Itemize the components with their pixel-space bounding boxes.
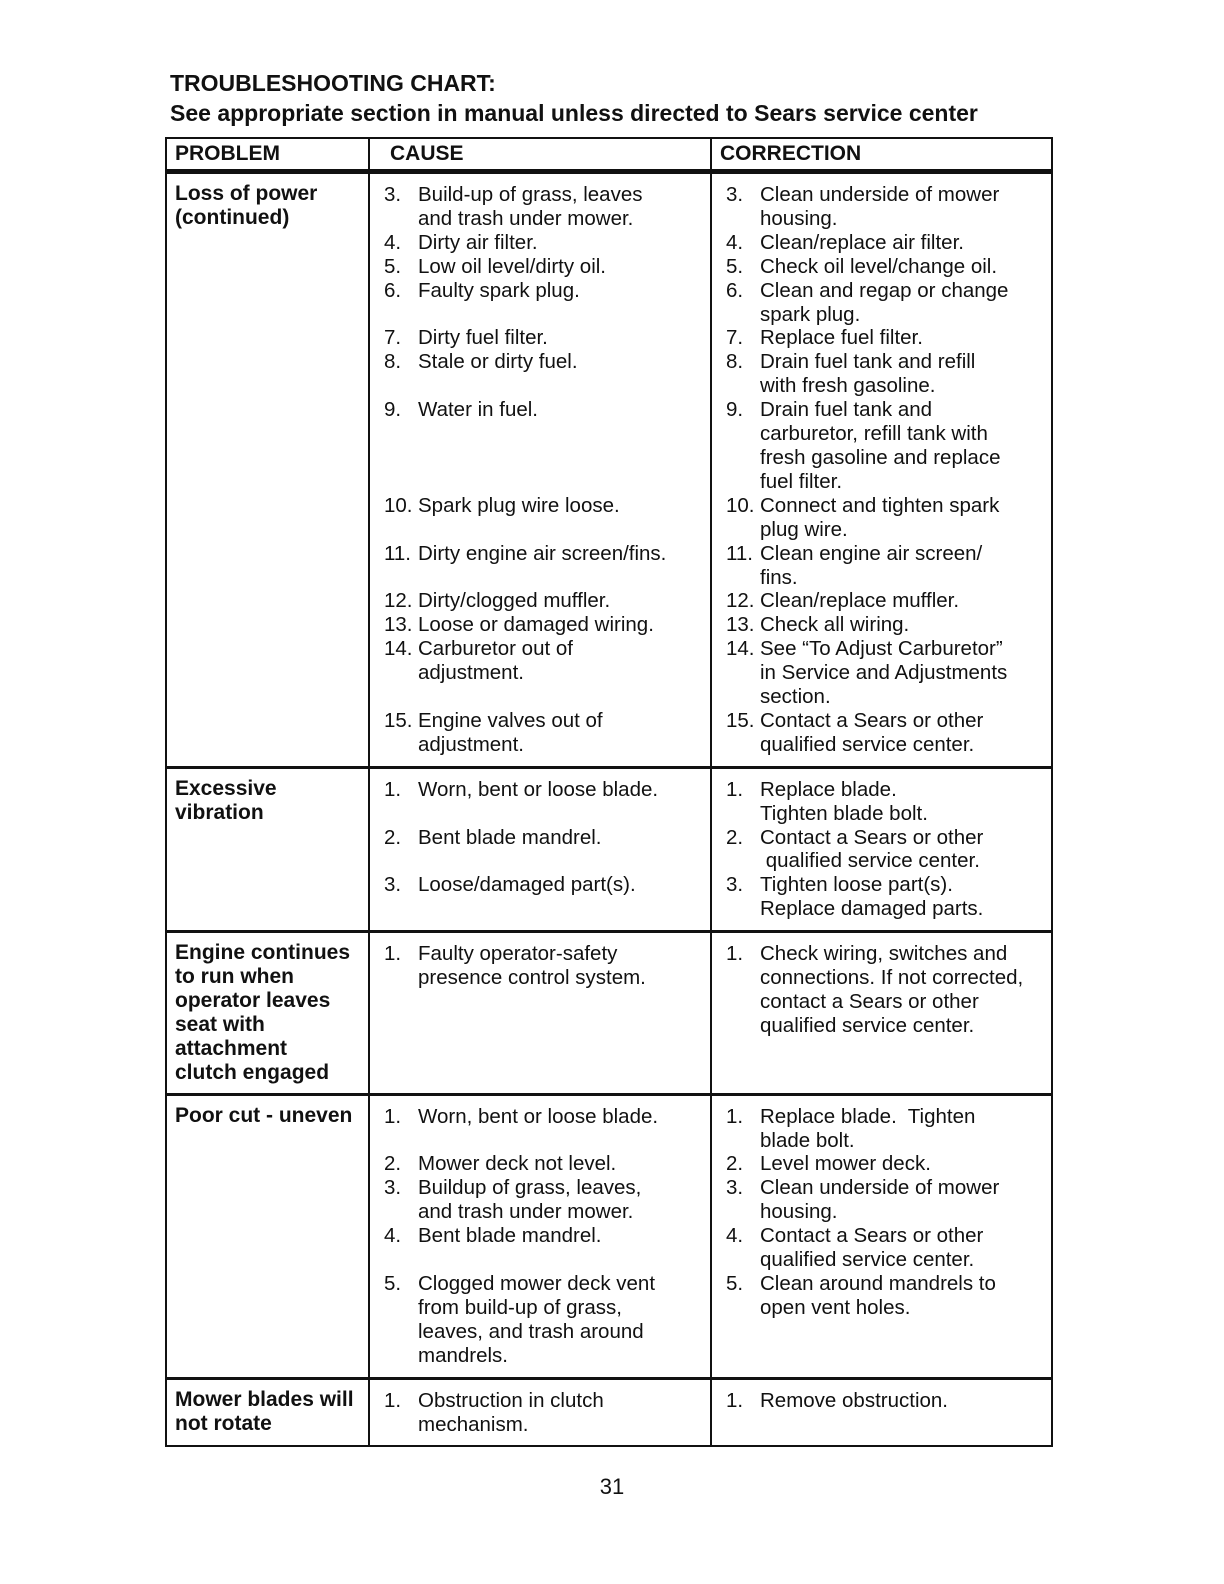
- cause-line: Buildup of grass, leaves,: [418, 1176, 642, 1200]
- correction-item: [712, 1224, 1051, 1272]
- cause-item: [370, 326, 712, 350]
- cause-text: [418, 231, 538, 255]
- problem-cell: [167, 1096, 370, 1377]
- correction-line: Replace fuel filter.: [760, 326, 923, 350]
- item-number: 9.: [384, 398, 402, 422]
- cause-text: [418, 1224, 601, 1272]
- correction-item: [712, 1176, 1051, 1224]
- correction-line: Contact a Sears or other: [760, 825, 984, 849]
- correction-item: [712, 542, 1051, 590]
- cause-text: [418, 1176, 641, 1224]
- problem-cell: [167, 933, 370, 1092]
- correction-line: fuel filter.: [760, 469, 843, 493]
- item-number: 8.: [726, 350, 744, 374]
- item-number: 11.: [384, 541, 411, 565]
- item-number: 5.: [384, 254, 402, 278]
- correction-line: open vent holes.: [760, 1295, 911, 1319]
- correction-line: housing.: [760, 206, 838, 230]
- correction-line: Clean underside of mower: [760, 183, 1000, 206]
- cause-line: Bent blade mandrel.: [418, 1224, 602, 1248]
- problem-cell: [167, 174, 370, 766]
- correction-text: [760, 494, 999, 542]
- cause-line: Carburetor out of: [418, 637, 573, 661]
- cause-item: [370, 542, 712, 590]
- correction-line: Replace blade.: [760, 777, 897, 801]
- cause-text: [418, 826, 601, 874]
- cause-line: Dirty/clogged muffler.: [418, 589, 611, 613]
- cause-text: [418, 542, 666, 590]
- item-number: 5.: [384, 1271, 402, 1295]
- correction-text: [760, 1224, 983, 1272]
- table-row: [167, 1377, 1051, 1446]
- item-number: 2.: [384, 1152, 402, 1176]
- correction-line: housing.: [760, 1200, 838, 1224]
- cause-text: [418, 1272, 655, 1368]
- correction-line: Check wiring, switches and: [760, 942, 1008, 966]
- table-header: [167, 139, 1051, 171]
- correction-line: section.: [760, 685, 831, 709]
- cause-line: Mower deck not level.: [418, 1152, 617, 1176]
- problem-cell: [167, 769, 370, 930]
- item-number: 6.: [726, 278, 744, 302]
- cause-text: [418, 350, 578, 398]
- cause-line: Loose or damaged wiring.: [418, 613, 654, 637]
- item-number: 1.: [726, 1388, 744, 1412]
- header-cause: CAUSE: [370, 139, 712, 169]
- correction-text: [760, 183, 999, 231]
- cause-line: Low oil level/dirty oil.: [418, 254, 606, 278]
- cause-line: Dirty fuel filter.: [418, 326, 548, 350]
- item-number: 1.: [384, 1388, 402, 1412]
- cause-item: [370, 613, 712, 637]
- correction-line: Level mower deck.: [760, 1152, 931, 1176]
- cause-line: Worn, bent or loose blade.: [418, 1104, 659, 1128]
- correction-text: [760, 350, 975, 398]
- correction-item: [712, 255, 1051, 279]
- cause-item: [370, 1380, 712, 1446]
- correction-text: [760, 637, 1007, 709]
- item-number: 8.: [384, 350, 402, 374]
- item-number: 10.: [384, 493, 413, 517]
- correction-item: [712, 494, 1051, 542]
- item-number: 1.: [726, 1104, 744, 1128]
- cause-line: Dirty air filter.: [418, 230, 538, 254]
- correction-line: Replace blade. Tighten: [760, 1104, 976, 1128]
- correction-line: fins.: [760, 565, 798, 589]
- correction-line: Contact a Sears or other: [760, 708, 984, 732]
- item-number: 3.: [384, 183, 402, 206]
- item-number: 1.: [384, 777, 402, 801]
- cause-text: [418, 613, 654, 637]
- item-number: 5.: [726, 1271, 744, 1295]
- cause-item: [370, 1152, 712, 1176]
- item-number: 9.: [726, 398, 744, 422]
- item-number: 7.: [384, 326, 402, 350]
- correction-item: [712, 1152, 1051, 1176]
- correction-line: with fresh gasoline.: [760, 374, 936, 398]
- title: TROUBLESHOOTING CHART:: [170, 70, 496, 96]
- cause-text: [418, 398, 538, 494]
- cause-line: presence control system.: [418, 966, 646, 990]
- cause-text: [418, 326, 548, 350]
- item-number: 4.: [726, 1224, 744, 1248]
- correction-item: [712, 231, 1051, 255]
- correction-text: [760, 873, 983, 921]
- item-number: 14.: [384, 637, 413, 661]
- correction-line: Clean and regap or change: [760, 278, 1009, 302]
- cause-item: [370, 174, 712, 231]
- correction-item: [712, 873, 1051, 930]
- correction-text: [760, 613, 909, 637]
- item-number: 15.: [726, 708, 755, 732]
- cause-line: Spark plug wire loose.: [418, 493, 620, 517]
- item-number: 3.: [384, 1176, 402, 1200]
- correction-text: [760, 1176, 999, 1224]
- cause-item: [370, 494, 712, 542]
- correction-line: Replace damaged parts.: [760, 897, 984, 921]
- correction-line: plug wire.: [760, 517, 848, 541]
- correction-line: spark plug.: [760, 302, 861, 326]
- correction-item: [712, 326, 1051, 350]
- correction-line: blade bolt.: [760, 1128, 855, 1152]
- item-number: 2.: [726, 1152, 744, 1176]
- table-row: [167, 930, 1051, 1092]
- correction-text: [760, 231, 964, 255]
- item-number: 1.: [384, 1104, 402, 1128]
- cause-text: [418, 183, 642, 231]
- cause-item: [370, 1224, 712, 1272]
- cause-text: [418, 279, 580, 327]
- cause-text: [418, 1389, 604, 1437]
- item-number: 3.: [384, 873, 402, 897]
- correction-line: Contact a Sears or other: [760, 1224, 984, 1248]
- cause-text: [418, 942, 646, 1083]
- correction-line: Check all wiring.: [760, 613, 910, 637]
- correction-line: qualified service center.: [760, 732, 975, 756]
- item-number: 11.: [726, 541, 753, 565]
- cause-line: mechanism.: [418, 1412, 529, 1436]
- correction-line: connections. If not corrected,: [760, 966, 1024, 990]
- correction-item: [712, 826, 1051, 874]
- cause-line: Faulty operator-safety: [418, 942, 618, 966]
- correction-text: [760, 542, 982, 590]
- correction-line: carburetor, refill tank with: [760, 422, 988, 446]
- cause-text: [418, 873, 636, 921]
- problem-line: Excessive: [175, 776, 277, 800]
- cause-text: [418, 1105, 658, 1153]
- item-number: 1.: [726, 777, 744, 801]
- correction-text: [760, 589, 959, 613]
- cause-text: [418, 778, 658, 826]
- correction-line: Clean around mandrels to: [760, 1271, 996, 1295]
- correction-item: [712, 589, 1051, 613]
- correction-item: [712, 637, 1051, 709]
- correction-item: [712, 279, 1051, 327]
- cause-item: [370, 1176, 712, 1224]
- correction-line: See “To Adjust Carburetor”: [760, 637, 1003, 661]
- cause-item: [370, 709, 712, 766]
- correction-line: Tighten blade bolt.: [760, 801, 928, 825]
- cause-line: Loose/damaged part(s).: [418, 873, 636, 897]
- item-number: 12.: [726, 589, 755, 613]
- item-number: 12.: [384, 589, 413, 613]
- cause-line: Engine valves out of: [418, 708, 603, 732]
- correction-text: [760, 398, 1000, 494]
- correction-line: Clean/replace air filter.: [760, 230, 964, 254]
- cause-item: [370, 637, 712, 709]
- correction-item: [712, 709, 1051, 766]
- correction-item: [712, 1096, 1051, 1153]
- item-number: 4.: [384, 1224, 402, 1248]
- problem-line: (continued): [175, 205, 290, 229]
- cause-line: leaves, and trash around: [418, 1319, 644, 1343]
- correction-line: Drain fuel tank and refill: [760, 350, 976, 374]
- correction-text: [760, 942, 1023, 1083]
- cause-item: [370, 1096, 712, 1153]
- item-number: 6.: [384, 278, 402, 302]
- item-number: 2.: [384, 825, 402, 849]
- problem-line: to run when: [175, 965, 294, 989]
- cause-item: [370, 231, 712, 255]
- problem-line: attachment: [175, 1036, 288, 1060]
- cause-item: [370, 826, 712, 874]
- header-problem: PROBLEM: [167, 139, 370, 169]
- cause-item: [370, 769, 712, 826]
- correction-item: [712, 174, 1051, 231]
- cause-item: [370, 350, 712, 398]
- correction-line: Clean underside of mower: [760, 1176, 1000, 1200]
- correction-text: [760, 1152, 931, 1176]
- cause-line: Clogged mower deck vent: [418, 1271, 656, 1295]
- correction-item: [712, 1272, 1051, 1377]
- item-number: 1.: [384, 942, 402, 966]
- correction-text: [760, 279, 1008, 327]
- correction-line: qualified service center.: [760, 849, 980, 873]
- cause-line: adjustment.: [418, 732, 524, 756]
- item-number: 3.: [726, 183, 744, 206]
- cause-line: Stale or dirty fuel.: [418, 350, 578, 374]
- correction-line: Check oil level/change oil.: [760, 254, 998, 278]
- cause-item: [370, 1272, 712, 1377]
- cause-line: Worn, bent or loose blade.: [418, 777, 659, 801]
- cause-line: Dirty engine air screen/fins.: [418, 541, 667, 565]
- correction-text: [760, 255, 997, 279]
- item-number: 15.: [384, 708, 413, 732]
- correction-line: in Service and Adjustments: [760, 661, 1008, 685]
- correction-line: Connect and tighten spark: [760, 493, 1000, 517]
- correction-line: qualified service center.: [760, 1248, 975, 1272]
- problem-line: vibration: [175, 800, 264, 824]
- correction-item: [712, 933, 1051, 1092]
- correction-text: [760, 778, 928, 826]
- cause-item: [370, 873, 712, 930]
- table-row: [167, 766, 1051, 930]
- correction-line: Tighten loose part(s).: [760, 873, 953, 897]
- table-row: [167, 1093, 1051, 1377]
- item-number: 10.: [726, 493, 755, 517]
- item-number: 7.: [726, 326, 744, 350]
- item-number: 4.: [384, 230, 402, 254]
- correction-text: [760, 1272, 996, 1368]
- problem-line: seat with: [175, 1012, 265, 1036]
- correction-line: fresh gasoline and replace: [760, 445, 1001, 469]
- problem-cell: [167, 1380, 370, 1446]
- item-number: 1.: [726, 942, 744, 966]
- cause-item: [370, 933, 712, 1092]
- cause-item: [370, 255, 712, 279]
- problem-line: Poor cut - uneven: [175, 1103, 353, 1127]
- item-number: 2.: [726, 825, 744, 849]
- item-number: 3.: [726, 1176, 744, 1200]
- correction-item: [712, 1380, 1051, 1446]
- troubleshooting-table: [165, 137, 1053, 1447]
- problem-line: clutch engaged: [175, 1060, 330, 1084]
- correction-text: [760, 1389, 948, 1437]
- item-number: 13.: [384, 613, 413, 637]
- problem-line: Engine continues: [175, 941, 351, 965]
- table-row: [167, 171, 1051, 766]
- correction-line: qualified service center.: [760, 1013, 975, 1037]
- item-number: 5.: [726, 254, 744, 278]
- cause-item: [370, 589, 712, 613]
- item-number: 14.: [726, 637, 755, 661]
- item-number: 3.: [726, 873, 744, 897]
- correction-line: Clean engine air screen/: [760, 541, 983, 565]
- problem-line: Loss of power: [175, 182, 318, 205]
- correction-line: Remove obstruction.: [760, 1388, 949, 1412]
- correction-item: [712, 613, 1051, 637]
- correction-line: Clean/replace muffler.: [760, 589, 960, 613]
- cause-text: [418, 709, 603, 757]
- subtitle: See appropriate section in manual unless directed to Sears service center: [170, 100, 978, 126]
- cause-text: [418, 255, 606, 279]
- cause-item: [370, 398, 712, 494]
- correction-line: contact a Sears or other: [760, 990, 979, 1013]
- correction-text: [760, 1105, 975, 1153]
- cause-line: mandrels.: [418, 1343, 509, 1367]
- cause-line: adjustment.: [418, 661, 524, 685]
- cause-text: [418, 589, 610, 613]
- correction-line: Drain fuel tank and: [760, 398, 933, 422]
- correction-text: [760, 709, 983, 757]
- cause-text: [418, 1152, 616, 1176]
- item-number: 13.: [726, 613, 755, 637]
- page-number: 31: [599, 1474, 625, 1499]
- cause-line: Water in fuel.: [418, 398, 539, 422]
- cause-line: from build-up of grass,: [418, 1295, 622, 1319]
- cause-line: and trash under mower.: [418, 206, 634, 230]
- correction-text: [760, 326, 923, 350]
- correction-text: [760, 826, 983, 874]
- cause-line: Faulty spark plug.: [418, 278, 580, 302]
- cause-line: Build-up of grass, leaves: [418, 183, 643, 206]
- header-correction: CORRECTION: [720, 142, 862, 165]
- problem-line: Mower blades will: [175, 1387, 354, 1411]
- cause-line: Bent blade mandrel.: [418, 825, 602, 849]
- correction-item: [712, 398, 1051, 494]
- cause-text: [418, 637, 573, 709]
- chart-title: [170, 68, 978, 128]
- problem-line: operator leaves: [175, 989, 331, 1012]
- correction-item: [712, 350, 1051, 398]
- item-number: 4.: [726, 230, 744, 254]
- cause-item: [370, 279, 712, 327]
- cause-line: and trash under mower.: [418, 1200, 634, 1224]
- cause-text: [418, 494, 620, 542]
- problem-line: not rotate: [175, 1411, 272, 1435]
- cause-line: Obstruction in clutch: [418, 1388, 604, 1412]
- correction-item: [712, 769, 1051, 826]
